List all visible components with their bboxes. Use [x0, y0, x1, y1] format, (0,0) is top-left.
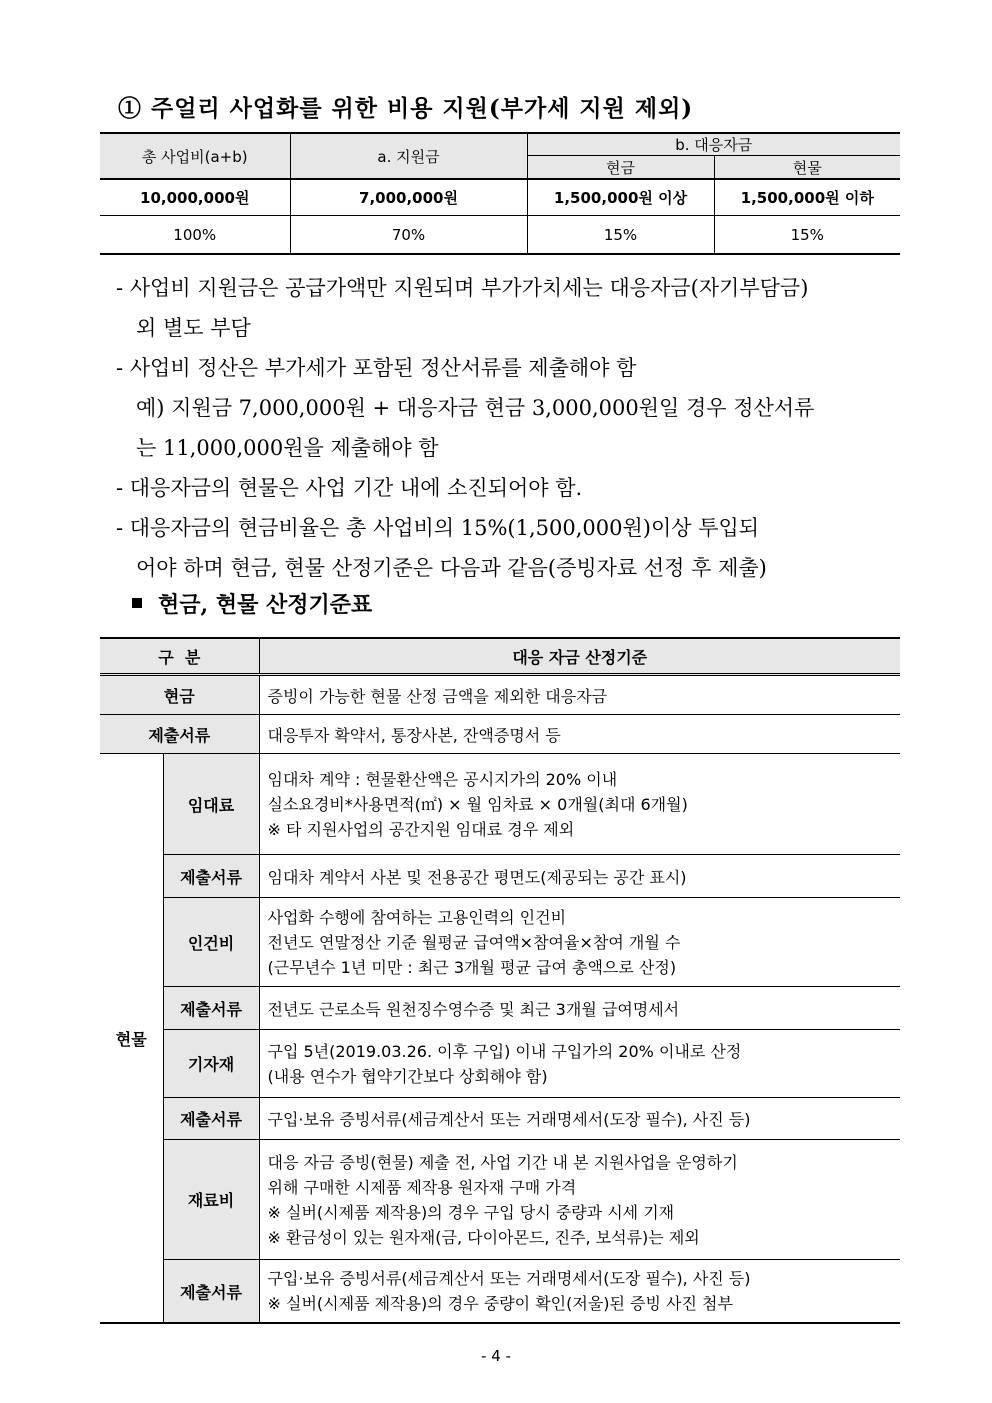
notes-list: [116, 268, 902, 588]
section-heading: ① 주얼리 사업화를 위한 비용 지원(부가세 지원 제외): [118, 95, 694, 122]
amount-cell: 7,000,000원: [290, 179, 527, 216]
material-label: 재료비: [163, 1140, 259, 1260]
note-line: - 사업비 지원금은 공급가액만 지원되며 부가가치세는 대응자금(자기부담금): [116, 276, 809, 300]
material-docs: [259, 1260, 900, 1324]
docs-label: 제출서류: [163, 1098, 259, 1140]
labor-row: [100, 898, 900, 987]
note-line: 예) 지원금 7,000,000원 + 대응자금 현금 3,000,000원일 경우 정산서류: [136, 396, 815, 420]
amount-cell: 1,500,000원 이상: [527, 179, 714, 216]
amount-row: [100, 179, 900, 216]
rent-criteria: [259, 754, 900, 855]
amount-cell: 10,000,000원: [100, 179, 290, 216]
criteria-line: (내용 연수가 협약기간보다 상회해야 함): [267, 1066, 548, 1086]
budget-table: [100, 132, 900, 255]
note-line: 외 별도 부담: [136, 316, 251, 340]
percent-cell: 15%: [527, 216, 714, 255]
percent-cell: 15%: [790, 225, 824, 244]
criteria-line: 구입·보유 증빙서류(세금계산서 또는 거래명세서(도장 필수), 사진 등): [267, 1269, 751, 1288]
criteria-line: 구입 5년(2019.03.26. 이후 구입) 이내 구입가의 20% 이내로 산정: [267, 1041, 742, 1061]
cash-label: 현금: [100, 675, 259, 715]
percent-row: [100, 216, 900, 255]
note-line: 어야 하며 현금, 현물 산정기준은 다음과 같음(증빙자료 선정 후 제출): [136, 556, 767, 580]
criteria-header-row: [100, 638, 900, 675]
criteria-line: (근무년수 1년 미만 : 최근 3개월 평균 급여 총액으로 산정): [267, 957, 677, 977]
note-line: - 대응자금의 현금비율은 총 사업비의 15%(1,500,000원)이상 투입되: [116, 516, 760, 540]
criteria-subheading: [132, 588, 372, 619]
rent-docs: 임대차 계약서 사본 및 전용공간 평면도(제공되는 공간 표시): [259, 855, 900, 898]
docs-label: 제출서류: [163, 987, 259, 1030]
criteria-table: [100, 637, 900, 1324]
criteria-line: 실소요경비*사용면적(㎡) × 월 임차료 × 0개월(최대 6개월): [267, 794, 688, 814]
labor-label: 인건비: [163, 898, 259, 987]
page-number: - 4 -: [481, 1347, 511, 1365]
budget-header-row: [100, 133, 900, 156]
percent-cell: 100%: [100, 216, 290, 255]
criteria-line: ※ 타 지원사업의 공간지원 임대료 경우 제외: [267, 819, 575, 839]
criteria-line: 사업화 수행에 참여하는 고용인력의 인건비: [267, 907, 567, 927]
note-line: - 대응자금의 현물은 사업 기간 내에 소진되어야 함.: [116, 476, 583, 500]
criteria-line: ※ 환금성이 있는 원자재(금, 다이아몬드, 진주, 보석류)는 제외: [267, 1227, 700, 1247]
category-header: 구 분: [100, 638, 259, 675]
cash-criteria: 증빙이 가능한 현물 산정 금액을 제외한 대응자금: [259, 675, 900, 715]
docs-label: 제출서류: [163, 855, 259, 898]
equipment-row: [100, 1030, 900, 1098]
amount-cell: 1,500,000원 이하: [714, 179, 900, 216]
criteria-line: ※ 실버(시제품 제작용)의 경우 구입 당시 중량과 시세 기재: [267, 1202, 675, 1222]
inkind-header: 현물: [714, 156, 900, 180]
material-docs-row: [100, 1260, 900, 1324]
note-line: - 사업비 정산은 부가세가 포함된 정산서류를 제출해야 함: [116, 356, 637, 380]
support-header: a. 지원금: [290, 133, 527, 179]
rent-row: [100, 754, 900, 855]
labor-criteria: [259, 898, 900, 987]
docs-label: 제출서류: [163, 1260, 259, 1324]
material-criteria: [259, 1140, 900, 1260]
equipment-docs: 구입·보유 증빙서류(세금계산서 또는 거래명세서(도장 필수), 사진 등): [259, 1098, 900, 1140]
docs-label: 제출서류: [100, 715, 259, 754]
criteria-line: 임대차 계약 : 현물환산액은 공시지가의 20% 이내: [267, 769, 618, 789]
cash-docs: 대응투자 확약서, 통장사본, 잔액증명서 등: [259, 715, 900, 754]
rent-label: 임대료: [163, 754, 259, 855]
cash-row: [100, 675, 900, 715]
percent-cell: 70%: [290, 216, 527, 255]
criteria-line: 위해 구매한 시제품 제작용 원자재 구매 가격: [267, 1177, 577, 1197]
equipment-criteria: [259, 1030, 900, 1098]
rent-docs-row: [100, 855, 900, 898]
matching-fund-header: b. 대응자금: [527, 133, 900, 156]
inkind-label: 현물: [100, 754, 163, 1324]
equipment-label: 기자재: [163, 1030, 259, 1098]
note-line: 는 11,000,000원을 제출해야 함: [136, 436, 439, 460]
cash-docs-row: [100, 715, 900, 754]
criteria-line: 전년도 연말정산 기준 월평균 급여액×참여율×참여 개월 수: [267, 932, 681, 952]
criteria-header: 대응 자금 산정기준: [259, 638, 900, 675]
total-cost-header: 총 사업비(a+b): [100, 133, 290, 179]
subheading-text: 현금, 현물 산정기준표: [158, 592, 373, 618]
equipment-docs-row: [100, 1098, 900, 1140]
material-row: [100, 1140, 900, 1260]
labor-docs: 전년도 근로소득 원천징수영수증 및 최근 3개월 급여명세서: [259, 987, 900, 1030]
criteria-line: ※ 실버(시제품 제작용)의 경우 중량이 확인(저울)된 증빙 사진 첨부: [267, 1294, 733, 1313]
labor-docs-row: [100, 987, 900, 1030]
criteria-line: 대응 자금 증빙(현물) 제출 전, 사업 기간 내 본 지원사업을 운영하기: [267, 1152, 738, 1172]
cash-header: 현금: [527, 156, 714, 180]
square-bullet-icon: [132, 598, 142, 608]
